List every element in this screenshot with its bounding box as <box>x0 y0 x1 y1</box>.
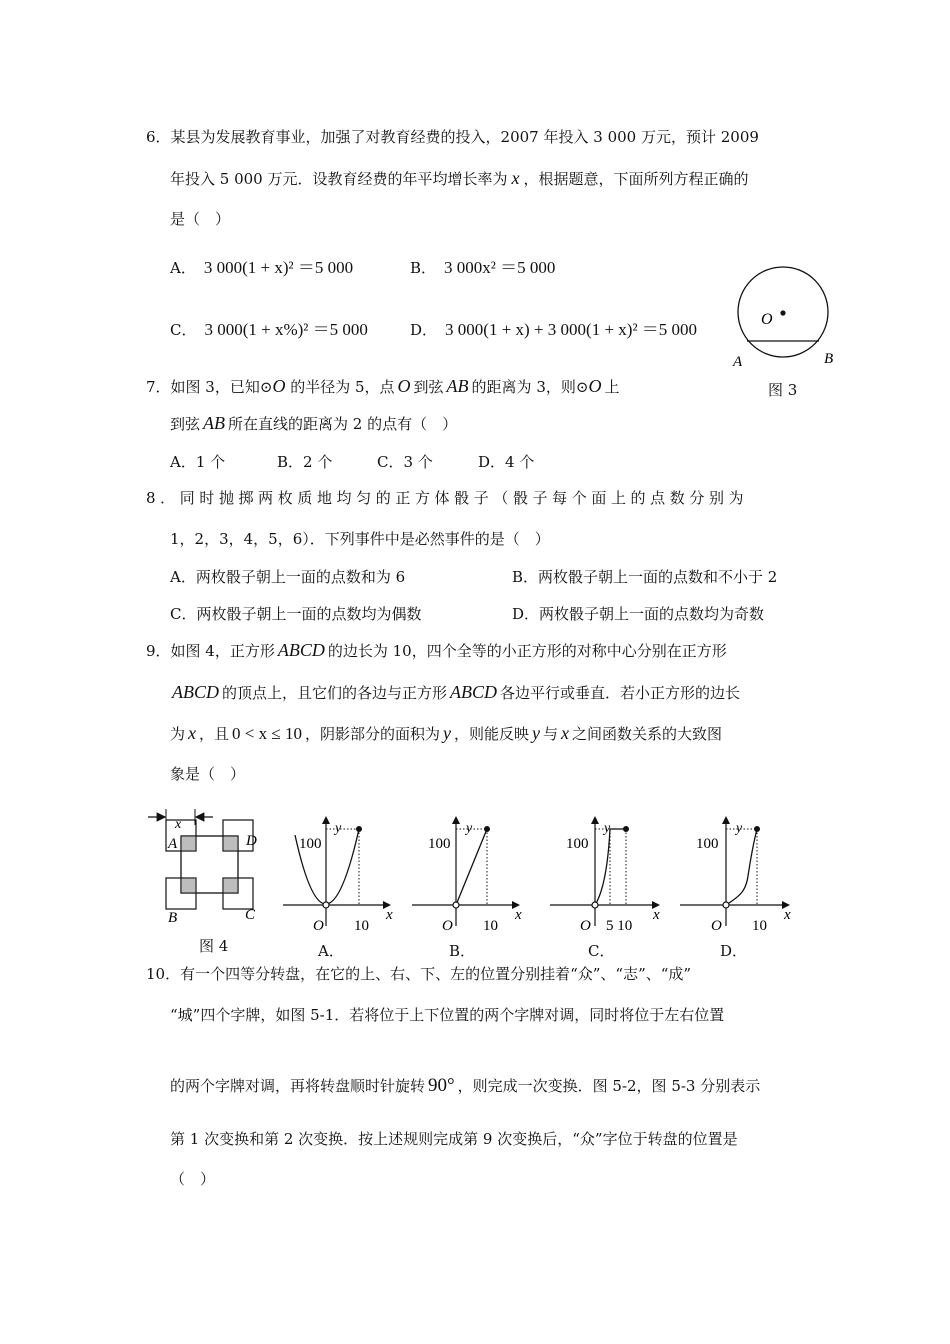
x-axis-label: x <box>515 907 522 923</box>
q7-l2-b: 所在直线的距离为 2 的点有（ ） <box>228 415 458 433</box>
q6-line2 <box>170 168 749 189</box>
q9-abcd-3: ABCD <box>450 682 498 702</box>
q7-option-d[interactable]: D．4 个 <box>478 453 535 471</box>
q8-line2: 1，2，3，4，5，6）．下列事件中是必然事件的是（ ） <box>170 530 550 548</box>
q10-line1: 10．有一个四等分转盘，在它的上、右、下、左的位置分别挂着“众”、“志”、“成” <box>146 965 692 983</box>
end-dot <box>484 826 490 832</box>
graph-a[interactable] <box>283 816 403 938</box>
q10-l3-b: ，则完成一次变换．图 5-2，图 5-3 分别表示 <box>457 1077 761 1095</box>
q9-var-y2: y <box>531 723 540 743</box>
y-axis-label: y <box>335 821 342 836</box>
q9-l3-b: ，且 <box>199 725 230 743</box>
q7-l1-a: 7．如图 3，已知⊙ <box>146 378 273 396</box>
q7-l1-c: 到弦 <box>413 378 444 396</box>
q9-l1-b: 的边长为 10，四个全等的小正方形的对称中心分别在正方形 <box>327 642 727 660</box>
q6-option-c-label: C． <box>170 321 197 339</box>
q10-line3 <box>170 1076 760 1096</box>
q9-line3 <box>170 723 722 744</box>
y-axis-label: y <box>466 821 473 836</box>
q9-var-y1: y <box>442 723 451 743</box>
q6-option-c-math: 3 000(1 + x%)² ＝5 000 <box>204 320 368 339</box>
q6-option-a-label: A． <box>170 259 196 277</box>
q6-option-b[interactable] <box>410 258 555 278</box>
q10-line4: 第 1 次变换和第 2 次变换．按上述规则完成第 9 次变换后，“众”字位于转盘的位置是 <box>170 1130 738 1148</box>
origin-dot <box>592 902 598 908</box>
q7-var-o3: O <box>588 376 602 396</box>
fig4-label-b: B <box>168 910 178 926</box>
q9-l3-d: ，则能反映 <box>453 725 529 743</box>
q6-option-c[interactable] <box>170 320 368 340</box>
q6-option-d[interactable] <box>410 320 697 340</box>
q9-line1 <box>146 640 727 661</box>
q9-l2-a: 的顶点上，且它们的各边与正方形 <box>222 684 448 702</box>
q6-option-b-math: 3 000x² ＝5 000 <box>444 258 556 277</box>
label-b: B <box>824 351 834 367</box>
graph-b-label: B． <box>449 942 476 960</box>
q6-line2-b: ，根据题意，下面所列方程正确的 <box>523 170 749 188</box>
label-o: O <box>761 311 773 328</box>
shaded-c <box>223 878 238 893</box>
q7-option-b[interactable]: B．2 个 <box>277 453 333 471</box>
curve <box>726 829 757 905</box>
y-arrow <box>722 816 730 824</box>
y-tick: 100 <box>299 836 322 852</box>
q7-var-ab2: AB <box>203 413 226 433</box>
y-axis-label: y <box>736 821 743 836</box>
q6-line2-a: 年投入 5 000 万元．设教育经费的年平均增长率为 <box>170 170 508 188</box>
q9-line2 <box>172 682 740 703</box>
q9-l1-a: 9．如图 4，正方形 <box>146 642 275 660</box>
y-tick: 100 <box>566 836 589 852</box>
q9-l3-c: ，阴影部分的面积为 <box>304 725 440 743</box>
q6-option-d-label: D． <box>410 321 438 339</box>
q8-option-b[interactable]: B．两枚骰子朝上一面的点数和不小于 2 <box>512 568 778 586</box>
center-point <box>780 310 785 315</box>
origin-label: O <box>442 918 453 934</box>
end-dot <box>356 826 362 832</box>
q7-var-o2: O <box>397 376 411 396</box>
q7-option-a[interactable]: A．1 个 <box>170 453 226 471</box>
end-dot <box>754 826 760 832</box>
x-tick: 10 <box>752 918 767 934</box>
origin-dot <box>723 902 729 908</box>
curve <box>595 829 610 905</box>
q10-line2: “城”四个字牌，如图 5-1．若将位于上下位置的两个字牌对调，同时将位于左右位置 <box>170 1006 725 1024</box>
q6-option-b-label: B． <box>410 259 437 277</box>
origin-dot <box>453 902 459 908</box>
q7-line2 <box>170 413 457 434</box>
q7-var-ab1: AB <box>446 376 469 396</box>
label-a: A <box>733 354 743 370</box>
q6-line3: 是（ ） <box>170 210 231 228</box>
origin-label: O <box>580 918 591 934</box>
x-tick: 5 10 <box>606 918 633 934</box>
q7-option-c[interactable]: C．3 个 <box>377 453 433 471</box>
origin-label: O <box>313 918 324 934</box>
origin-dot <box>323 902 329 908</box>
q10-l3-a: 的两个字牌对调，再将转盘顺时针旋转 <box>170 1077 426 1095</box>
q9-l2-b: 各边平行或垂直．若小正方形的边长 <box>500 684 741 702</box>
x-axis-label: x <box>784 907 791 923</box>
q7-l1-d: 的距离为 3，则⊙ <box>471 378 589 396</box>
q9-abcd-2: ABCD <box>172 682 219 702</box>
q9-l3-f: 之间函数关系的大致图 <box>572 725 723 743</box>
q10-line5: （ ） <box>170 1170 216 1188</box>
end-dot <box>623 826 629 832</box>
shaded-b <box>181 878 196 893</box>
x-axis-label: x <box>653 907 660 923</box>
graph-c-label: C． <box>588 942 615 960</box>
fig4-label-x: x <box>175 817 182 832</box>
origin-label: O <box>711 918 722 934</box>
x-tick: 10 <box>483 918 498 934</box>
shaded-a <box>181 836 196 851</box>
x-axis-label: x <box>386 907 393 923</box>
q7-l1-e: 上 <box>604 378 620 396</box>
q8-line1: 8．同时抛掷两枚质地均匀的正方体骰子（骰子每个面上的点数分别为 <box>146 489 749 507</box>
line <box>456 829 487 905</box>
q9-var-x1: x <box>188 723 197 743</box>
y-tick: 100 <box>428 836 451 852</box>
x-tick: 10 <box>354 918 369 934</box>
graph-b[interactable] <box>412 816 532 938</box>
q10-angle: 90° <box>428 1075 455 1096</box>
figure-3-circle <box>725 262 845 374</box>
q8-option-c[interactable]: C．两枚骰子朝上一面的点数均为偶数 <box>170 605 422 623</box>
q6-option-a-math: 3 000(1 + x)² ＝5 000 <box>203 258 354 277</box>
q9-l3-a: 为 <box>170 725 186 743</box>
y-arrow <box>452 816 460 824</box>
shaded-d <box>223 836 238 851</box>
q8-option-d[interactable]: D．两枚骰子朝上一面的点数均为奇数 <box>512 605 765 623</box>
q8-option-a[interactable]: A．两枚骰子朝上一面的点数和为 6 <box>170 568 406 586</box>
y-axis-label: y <box>604 821 611 836</box>
q9-var-x2: x <box>561 723 569 743</box>
y-arrow <box>322 816 330 824</box>
figure-4-caption: 图 4 <box>199 937 229 955</box>
q9-line4: 象是（ ） <box>170 765 246 783</box>
figure-4-squares <box>145 805 270 927</box>
q7-l1-b: 的半径为 5，点 <box>285 378 395 396</box>
fig4-label-a: A <box>168 836 178 852</box>
q7-var-o1: O <box>272 376 286 396</box>
y-arrow <box>591 816 599 824</box>
q9-abcd-1: ABCD <box>277 640 325 660</box>
q6-line1: 6．某县为发展教育事业，加强了对教育经费的投入，2007 年投入 3 000 万元，预计 2009 <box>146 128 759 146</box>
fig4-label-c: C <box>245 907 256 923</box>
graph-d-label: D． <box>720 942 748 960</box>
q7-l2-a: 到弦 <box>170 415 201 433</box>
q6-option-d-math: 3 000(1 + x) + 3 000(1 + x)² ＝5 000 <box>445 320 698 339</box>
graph-c[interactable] <box>550 816 672 938</box>
q9-inequality: 0 < x ≤ 10 <box>232 724 302 743</box>
graph-d[interactable] <box>680 816 800 938</box>
figure-3-caption: 图 3 <box>768 381 798 399</box>
q6-option-a[interactable] <box>170 258 353 278</box>
q6-var-x: x <box>511 168 520 188</box>
fig4-label-d: D <box>246 833 257 849</box>
q7-line1 <box>146 376 619 397</box>
q9-l3-e: 与 <box>542 725 558 743</box>
graph-a-label: A． <box>318 942 344 960</box>
y-tick: 100 <box>696 836 719 852</box>
